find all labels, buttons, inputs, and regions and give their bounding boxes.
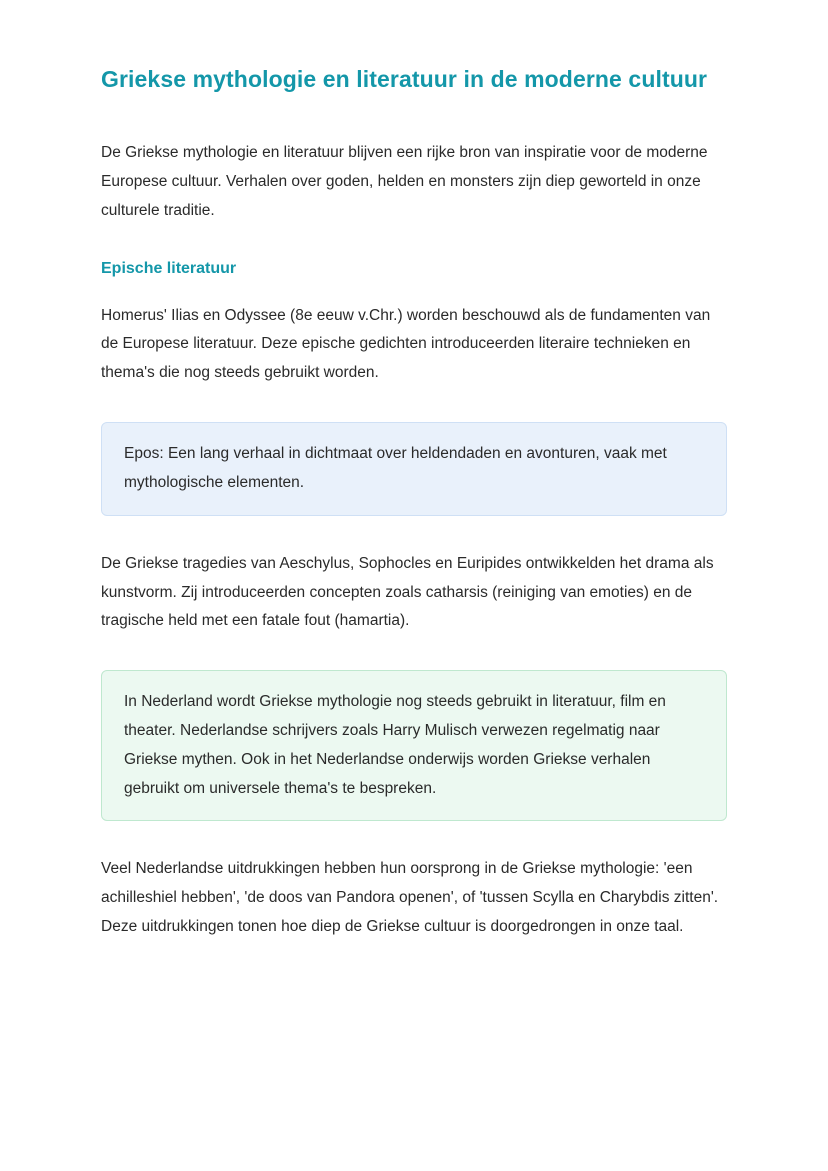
definition-callout-epos: Epos: Een lang verhaal in dichtmaat over heldendaden en avonturen, vaak met mythologische elementen. — [101, 422, 727, 516]
section-heading-epische-literatuur: Epische literatuur — [101, 259, 237, 277]
page-title: Griekse mythologie en literatuur in de moderne cultuur — [101, 66, 708, 92]
paragraph-homerus: Homerus' Ilias en Odyssee (8e eeuw v.Chr.) worden beschouwd als de fundamenten van de Europese literatuur. Deze epische gedichten introduceerden literaire technieken en thema's die nog steeds gebruikt worden. — [101, 306, 711, 382]
intro-paragraph: De Griekse mythologie en literatuur blijven een rijke bron van inspiratie voor de moderne Europese cultuur. Verhalen over goden, helden en monsters zijn diep geworteld in onze culturele traditie. — [101, 144, 708, 219]
context-callout-nederland: In Nederland wordt Griekse mythologie nog steeds gebruikt in literatuur, film en theater. Nederlandse schrijvers zoals Harry Mulisch verwezen regelmatig naar Griekse mythen. Ook in het Nederlandse onderwijs worden Griekse verhalen gebruikt om universele thema's te bespreken. — [101, 670, 727, 821]
paragraph-uitdrukkingen: Veel Nederlandse uitdrukkingen hebben hun oorsprong in de Griekse mythologie: 'een achilleshiel hebben', 'de doos van Pandora openen', of 'tussen Scylla en Charybdis zitten'. Deze uitdrukkingen tonen hoe diep de Griekse cultuur is doorgedrongen in onze taal. — [101, 860, 719, 936]
paragraph-tragedies: De Griekse tragedies van Aeschylus, Sophocles en Euripides ontwikkelden het drama als kunstvorm. Zij introduceerden concepten zoals catharsis (reiniging van emoties) en de tragische held met een fatale fout (hamartia). — [101, 554, 714, 630]
